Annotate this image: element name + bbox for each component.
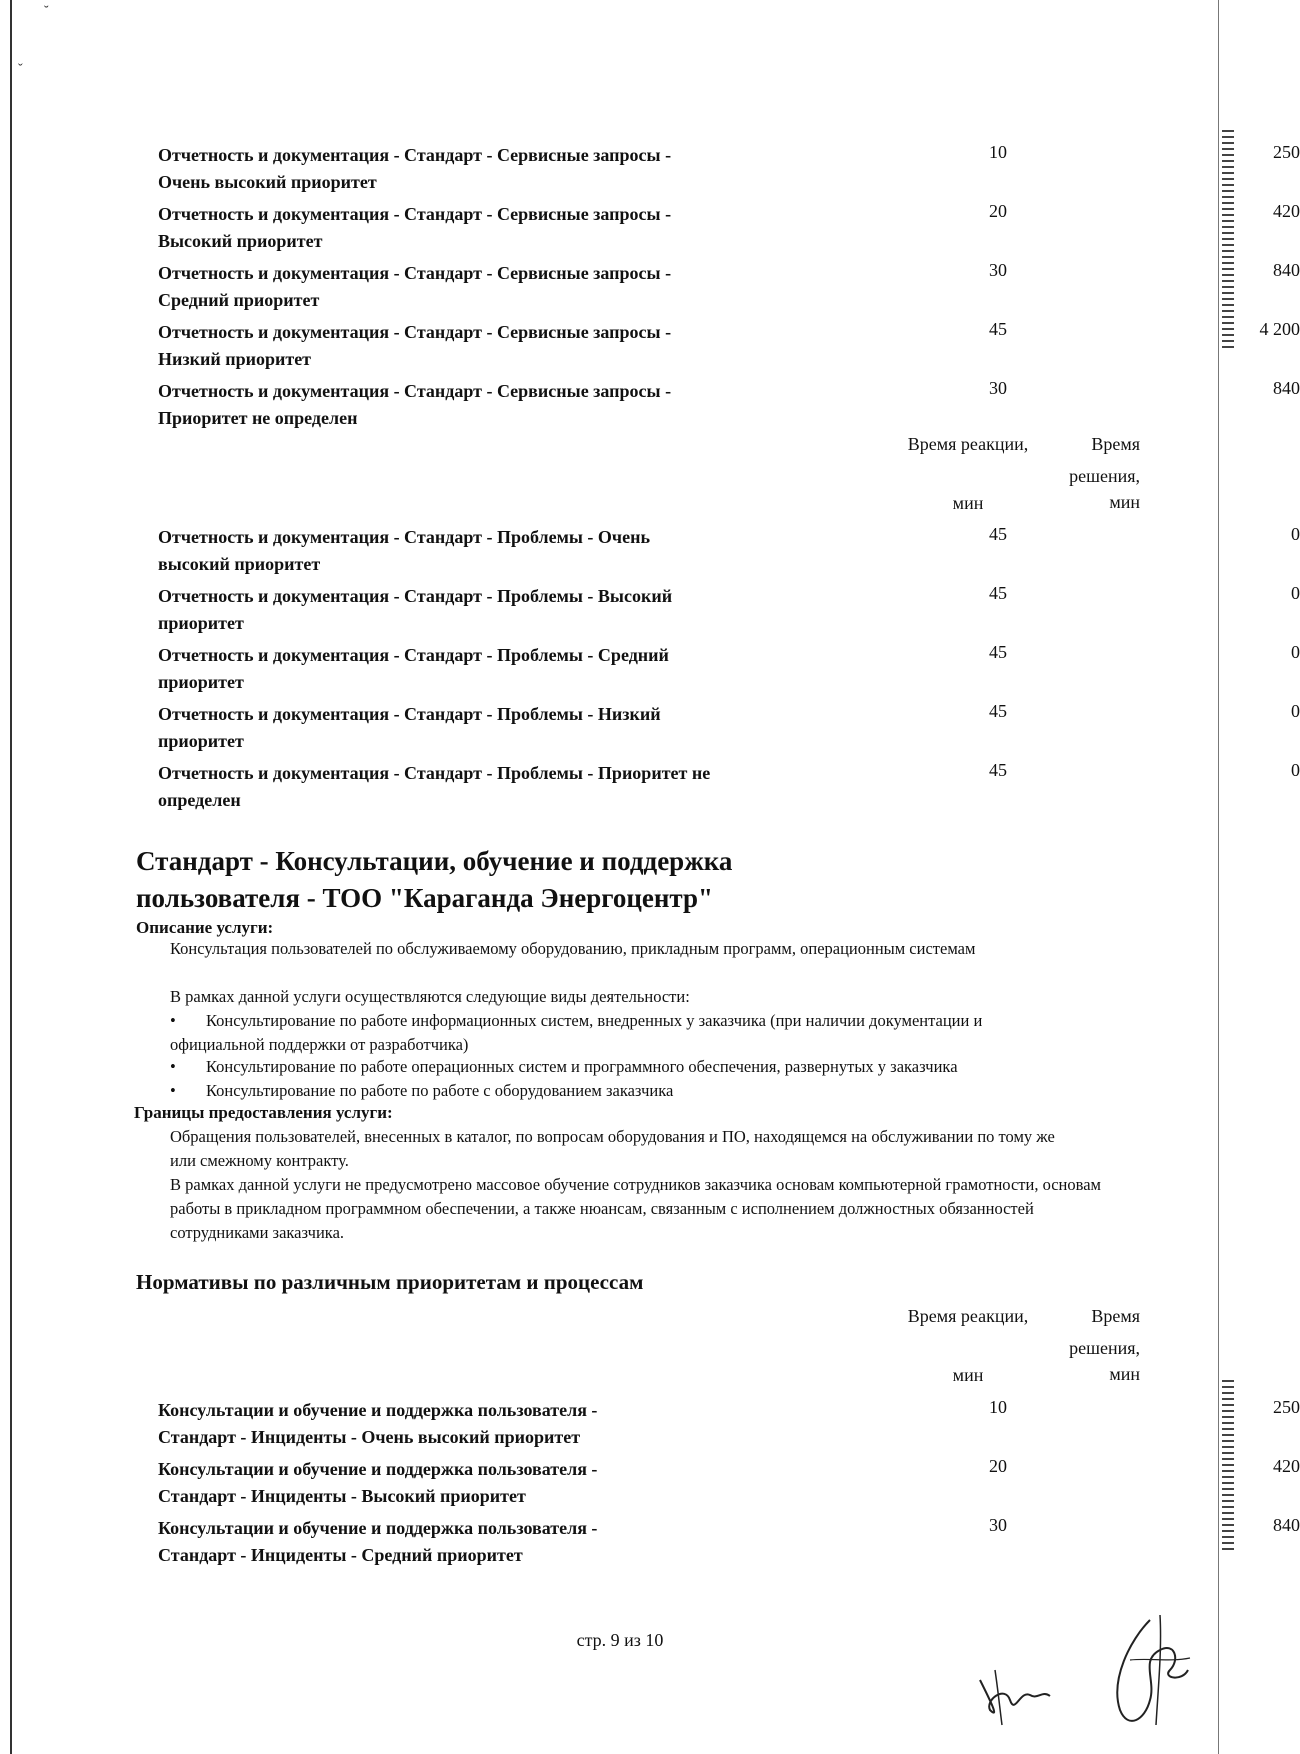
signature-image <box>1090 1600 1200 1740</box>
table-row <box>158 378 1300 434</box>
resolution-time: 0 <box>1291 760 1300 780</box>
row-description: Консультации и обучение и поддержка пользователя - Стандарт - Инциденты - Очень высокий приоритет <box>158 1400 598 1447</box>
resolution-time: 840 <box>1273 260 1300 280</box>
bullet-icon: • <box>170 1057 176 1076</box>
response-time: 20 <box>989 1456 1007 1476</box>
row-description: Консультации и обучение и поддержка пользователя - Стандарт - Инциденты - Средний приоритет <box>158 1518 598 1565</box>
row-description: Отчетность и документация - Стандарт - Сервисные запросы - Низкий приоритет <box>158 322 672 369</box>
table-row <box>158 701 1300 757</box>
row-description: Отчетность и документация - Стандарт - Сервисные запросы - Очень высокий приоритет <box>158 145 672 192</box>
resolution-time: 250 <box>1273 142 1300 162</box>
list-item-text: Консультирование по работе информационных систем, внедренных у заказчика (при наличии документации и официальной поддержки от разработчика) <box>170 1011 983 1054</box>
resolution-time-header-unit: мин <box>1109 492 1140 512</box>
response-time: 45 <box>989 524 1007 544</box>
resolution-time: 840 <box>1273 378 1300 398</box>
response-time: 45 <box>989 760 1007 780</box>
response-time: 45 <box>989 701 1007 721</box>
response-time-header-unit: мин <box>952 1365 984 1385</box>
table-row <box>158 642 1300 698</box>
table-row <box>158 583 1300 639</box>
scan-speck: ˇ <box>18 62 23 77</box>
response-time: 45 <box>989 642 1007 662</box>
resolution-time: 0 <box>1291 524 1300 544</box>
table-row <box>158 524 1300 580</box>
response-time-header: Время реакции, <box>907 1306 1029 1326</box>
row-description: Консультации и обучение и поддержка пользователя - Стандарт - Инциденты - Высокий приоритет <box>158 1459 598 1506</box>
description-label: Описание услуги: <box>136 918 274 937</box>
description-paragraph: В рамках данной услуги осуществляются следующие виды деятельности: <box>170 987 690 1006</box>
bullet-icon: • <box>170 1011 176 1030</box>
row-description: Отчетность и документация - Стандарт - Сервисные запросы - Высокий приоритет <box>158 204 672 251</box>
bullet-icon: • <box>170 1081 176 1100</box>
resolution-time: 0 <box>1291 583 1300 603</box>
page-number: стр. 9 из 10 <box>576 1630 664 1650</box>
response-time: 45 <box>989 583 1007 603</box>
response-time: 30 <box>989 1515 1007 1535</box>
list-item <box>170 1079 1150 1103</box>
scan-left-edge <box>10 0 12 1754</box>
response-time: 45 <box>989 319 1007 339</box>
table-row <box>158 201 1300 257</box>
resolution-time: 420 <box>1273 1456 1300 1476</box>
resolution-time-header-unit: мин <box>1109 1364 1140 1384</box>
scan-edge-noise <box>1222 130 1234 350</box>
list-item <box>170 1055 1150 1079</box>
response-time: 30 <box>989 260 1007 280</box>
resolution-time: 250 <box>1273 1397 1300 1417</box>
table-row <box>158 1397 1300 1453</box>
resolution-time: 4 200 <box>1259 319 1300 339</box>
resolution-time-header: Время <box>1091 1306 1140 1326</box>
resolution-time-header: Время <box>1091 434 1140 454</box>
row-description: Отчетность и документация - Стандарт - Проблемы - Низкий приоритет <box>158 704 661 751</box>
response-time-header: Время реакции, <box>907 434 1029 454</box>
resolution-time-header-line2: решения, <box>1069 1338 1140 1358</box>
response-time: 10 <box>989 142 1007 162</box>
response-time: 10 <box>989 1397 1007 1417</box>
section-title: Стандарт - Консультации, обучение и поддержка <box>136 846 733 876</box>
table-row <box>158 142 1300 198</box>
scan-speck: ˘ <box>44 4 49 19</box>
list-item-text: Консультирование по работе операционных систем и программного обеспечения, развернутых у заказчика <box>206 1057 958 1076</box>
bounds-paragraph: В рамках данной услуги не предусмотрено массовое обучение сотрудников заказчика основам компьютерной грамотности, основам работы в прикладном программном обеспечении, а также нюансам, связанным с исполнением должностных обязанностей сотрудниками заказчика. <box>170 1175 1101 1242</box>
list-item-text: Консультирование по работе по работе с оборудованием заказчика <box>206 1081 674 1100</box>
row-description: Отчетность и документация - Стандарт - Проблемы - Высокий приоритет <box>158 586 673 633</box>
bounds-label: Границы предоставления услуги: <box>134 1103 393 1122</box>
norms-title: Нормативы по различным приоритетам и процессам <box>136 1270 644 1294</box>
section-title-line2: пользователя - ТОО "Караганда Энергоцентр" <box>136 883 714 913</box>
resolution-time: 420 <box>1273 201 1300 221</box>
resolution-time: 0 <box>1291 642 1300 662</box>
list-item <box>170 1009 1050 1057</box>
table-row <box>158 1515 1300 1571</box>
resolution-time: 840 <box>1273 1515 1300 1535</box>
table-row <box>158 1456 1300 1512</box>
row-description: Отчетность и документация - Стандарт - Сервисные запросы - Приоритет не определен <box>158 381 672 428</box>
response-time-header-unit: мин <box>952 493 984 513</box>
resolution-time-header-line2: решения, <box>1069 466 1140 486</box>
row-description: Отчетность и документация - Стандарт - Проблемы - Приоритет не определен <box>158 763 711 810</box>
resolution-time: 0 <box>1291 701 1300 721</box>
row-description: Отчетность и документация - Стандарт - Проблемы - Средний приоритет <box>158 645 669 692</box>
description-paragraph: Консультация пользователей по обслуживаемому оборудованию, прикладным программ, операционным системам <box>170 939 976 958</box>
row-description: Отчетность и документация - Стандарт - Сервисные запросы - Средний приоритет <box>158 263 672 310</box>
row-description: Отчетность и документация - Стандарт - Проблемы - Очень высокий приоритет <box>158 527 650 574</box>
bounds-paragraph: Обращения пользователей, внесенных в каталог, по вопросам оборудования и ПО, находящемся на обслуживании по тому же или смежному контракту. <box>170 1127 1055 1170</box>
table-row <box>158 760 1300 816</box>
signature-image <box>960 1640 1070 1730</box>
table-row <box>158 319 1300 375</box>
response-time: 20 <box>989 201 1007 221</box>
response-time: 30 <box>989 378 1007 398</box>
table-row <box>158 260 1300 316</box>
